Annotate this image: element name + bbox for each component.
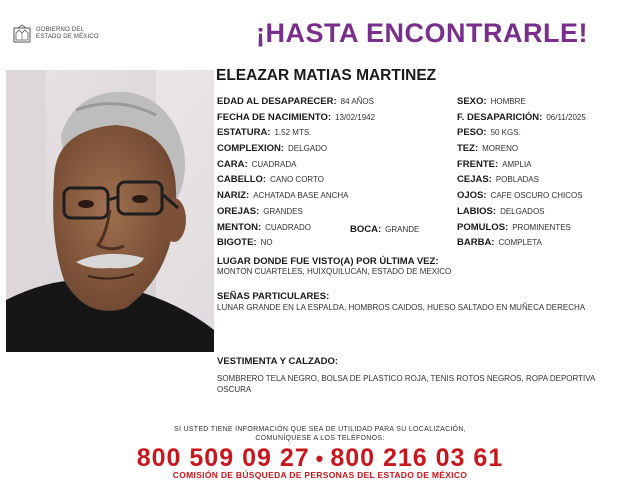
field-height-label: ESTATURA:: [217, 127, 271, 138]
clothing-title: VESTIMENTA Y CALZADO:: [217, 356, 339, 367]
field-beard-label: BARBA:: [457, 237, 495, 248]
field-disappearance-date-value: 06/11/2025: [546, 113, 586, 122]
field-eyes-value: CAFE OSCURO CHICOS: [490, 191, 583, 200]
field-cheekbones-value: PROMINENTES: [512, 223, 571, 232]
field-birthdate: [217, 112, 375, 123]
field-mouth-label: BOCA:: [350, 224, 382, 235]
field-weight: [457, 127, 521, 138]
field-cheekbones: [457, 222, 571, 233]
field-eyebrows-label: CEJAS:: [457, 174, 492, 185]
field-build-label: COMPLEXION:: [217, 143, 285, 154]
field-chin-value: CUADRADO: [265, 223, 311, 232]
field-hair-value: CANO CORTO: [270, 175, 325, 184]
field-ears-label: OREJAS:: [217, 206, 260, 217]
field-hair: [217, 174, 324, 185]
missing-person-photo: [6, 70, 214, 352]
field-eyebrows: [457, 174, 539, 185]
field-moustache: [217, 237, 273, 248]
field-hair-label: CABELLO:: [217, 174, 267, 185]
field-lips-label: LABIOS:: [457, 206, 497, 217]
field-lips-value: DELGADOS: [500, 207, 545, 216]
logo-line-1: GOBIERNO DEL: [36, 27, 85, 33]
field-weight-label: PESO:: [457, 127, 487, 138]
field-eyes-label: OJOS:: [457, 190, 487, 201]
field-nose: [217, 190, 349, 201]
field-beard-value: COMPLETA: [498, 238, 542, 247]
field-sex-value: HOMBRE: [490, 97, 526, 106]
phone-number-1[interactable]: 800 509 09 27: [136, 444, 310, 472]
field-complexion-color: [457, 143, 518, 154]
field-complexion-color-value: MORENO: [482, 144, 519, 153]
field-mouth-value: GRANDE: [385, 225, 420, 234]
field-moustache-label: BIGOTE:: [217, 237, 257, 248]
field-ears-value: GRANDES: [263, 207, 303, 216]
phone-number-2[interactable]: 800 216 03 61: [330, 444, 504, 472]
last-seen-text: MONTON CUARTELES, HUIXQUILUCAN, ESTADO DE MEXICO: [217, 267, 452, 276]
field-complexion-color-label: TEZ:: [457, 143, 479, 154]
field-chin: [217, 222, 311, 233]
portrait-illustration: [6, 70, 214, 352]
phone-numbers: [0, 444, 640, 473]
person-name: ELEAZAR MATIAS MARTINEZ: [216, 67, 437, 84]
field-mouth: [350, 224, 419, 235]
last-seen-title: LUGAR DONDE FUE VISTO(A) POR ÚLTIMA VEZ:: [217, 256, 439, 267]
headline: ¡HASTA ENCONTRARLE!: [256, 18, 588, 48]
field-build: [217, 143, 327, 154]
field-lips: [457, 206, 545, 217]
field-beard: [457, 237, 542, 248]
phone-separator: •: [315, 446, 325, 471]
field-chin-label: MENTON:: [217, 222, 262, 233]
field-build-value: DELGADO: [288, 144, 328, 153]
field-eyebrows-value: POBLADAS: [495, 175, 539, 184]
marks-title: SEÑAS PARTICULARES:: [217, 291, 330, 302]
field-eyes: [457, 190, 583, 201]
field-sex: [457, 96, 526, 107]
state-emblem-icon: [12, 24, 32, 44]
field-sex-label: SEXO:: [457, 96, 487, 107]
info-line-2: COMUNÍQUESE A LOS TELÉFONOS:: [255, 435, 385, 442]
field-face-label: CARA:: [217, 159, 248, 170]
government-logo-text: [36, 27, 99, 41]
clothing-text: SOMBRERO TELA NEGRO, BOLSA DE PLASTICO ROJA, TENIS ROTOS NEGROS, ROPA DEPORTIVA OSCURA: [217, 374, 595, 394]
field-forehead-label: FRENTE:: [457, 159, 499, 170]
field-face-value: CUADRADA: [251, 160, 297, 169]
field-cheekbones-label: POMULOS:: [457, 222, 509, 233]
field-height: [217, 127, 311, 138]
commission-name: COMISIÓN DE BÚSQUEDA DE PERSONAS DEL ESTADO DE MÉXICO: [172, 470, 468, 480]
marks-text: LUNAR GRANDE EN LA ESPALDA, HOMBROS CAIDOS, HUESO SALTADO EN MUÑECA DERECHA: [217, 303, 586, 312]
info-line-1: SI USTED TIENE INFORMACIÓN QUE SEA DE UTILIDAD PARA SU LOCALIZACIÓN,: [173, 426, 467, 433]
logo-line-2: ESTADO DE MÉXICO: [36, 34, 99, 40]
field-birthdate-label: FECHA DE NACIMIENTO:: [217, 112, 331, 123]
field-disappearance-date-label: F. DESAPARICIÓN:: [457, 112, 543, 123]
field-disappearance-date: [457, 112, 586, 123]
field-age-value: 84 AÑOS: [340, 97, 374, 106]
field-age-label: EDAD AL DESAPARECER:: [217, 96, 337, 107]
field-birthdate-value: 13/02/1942: [335, 113, 376, 122]
field-nose-label: NARIZ:: [217, 190, 250, 201]
field-weight-value: 50 KGS.: [490, 128, 521, 137]
field-ears: [217, 206, 303, 217]
field-moustache-value: NO: [260, 238, 273, 247]
field-forehead: [457, 159, 532, 170]
field-nose-value: ACHATADA BASE ANCHA: [253, 191, 349, 200]
government-logo: [12, 24, 112, 44]
field-age: [217, 96, 374, 107]
field-forehead-value: AMPLIA: [502, 160, 532, 169]
field-height-value: 1.52 MTS.: [274, 128, 312, 137]
field-face: [217, 159, 297, 170]
